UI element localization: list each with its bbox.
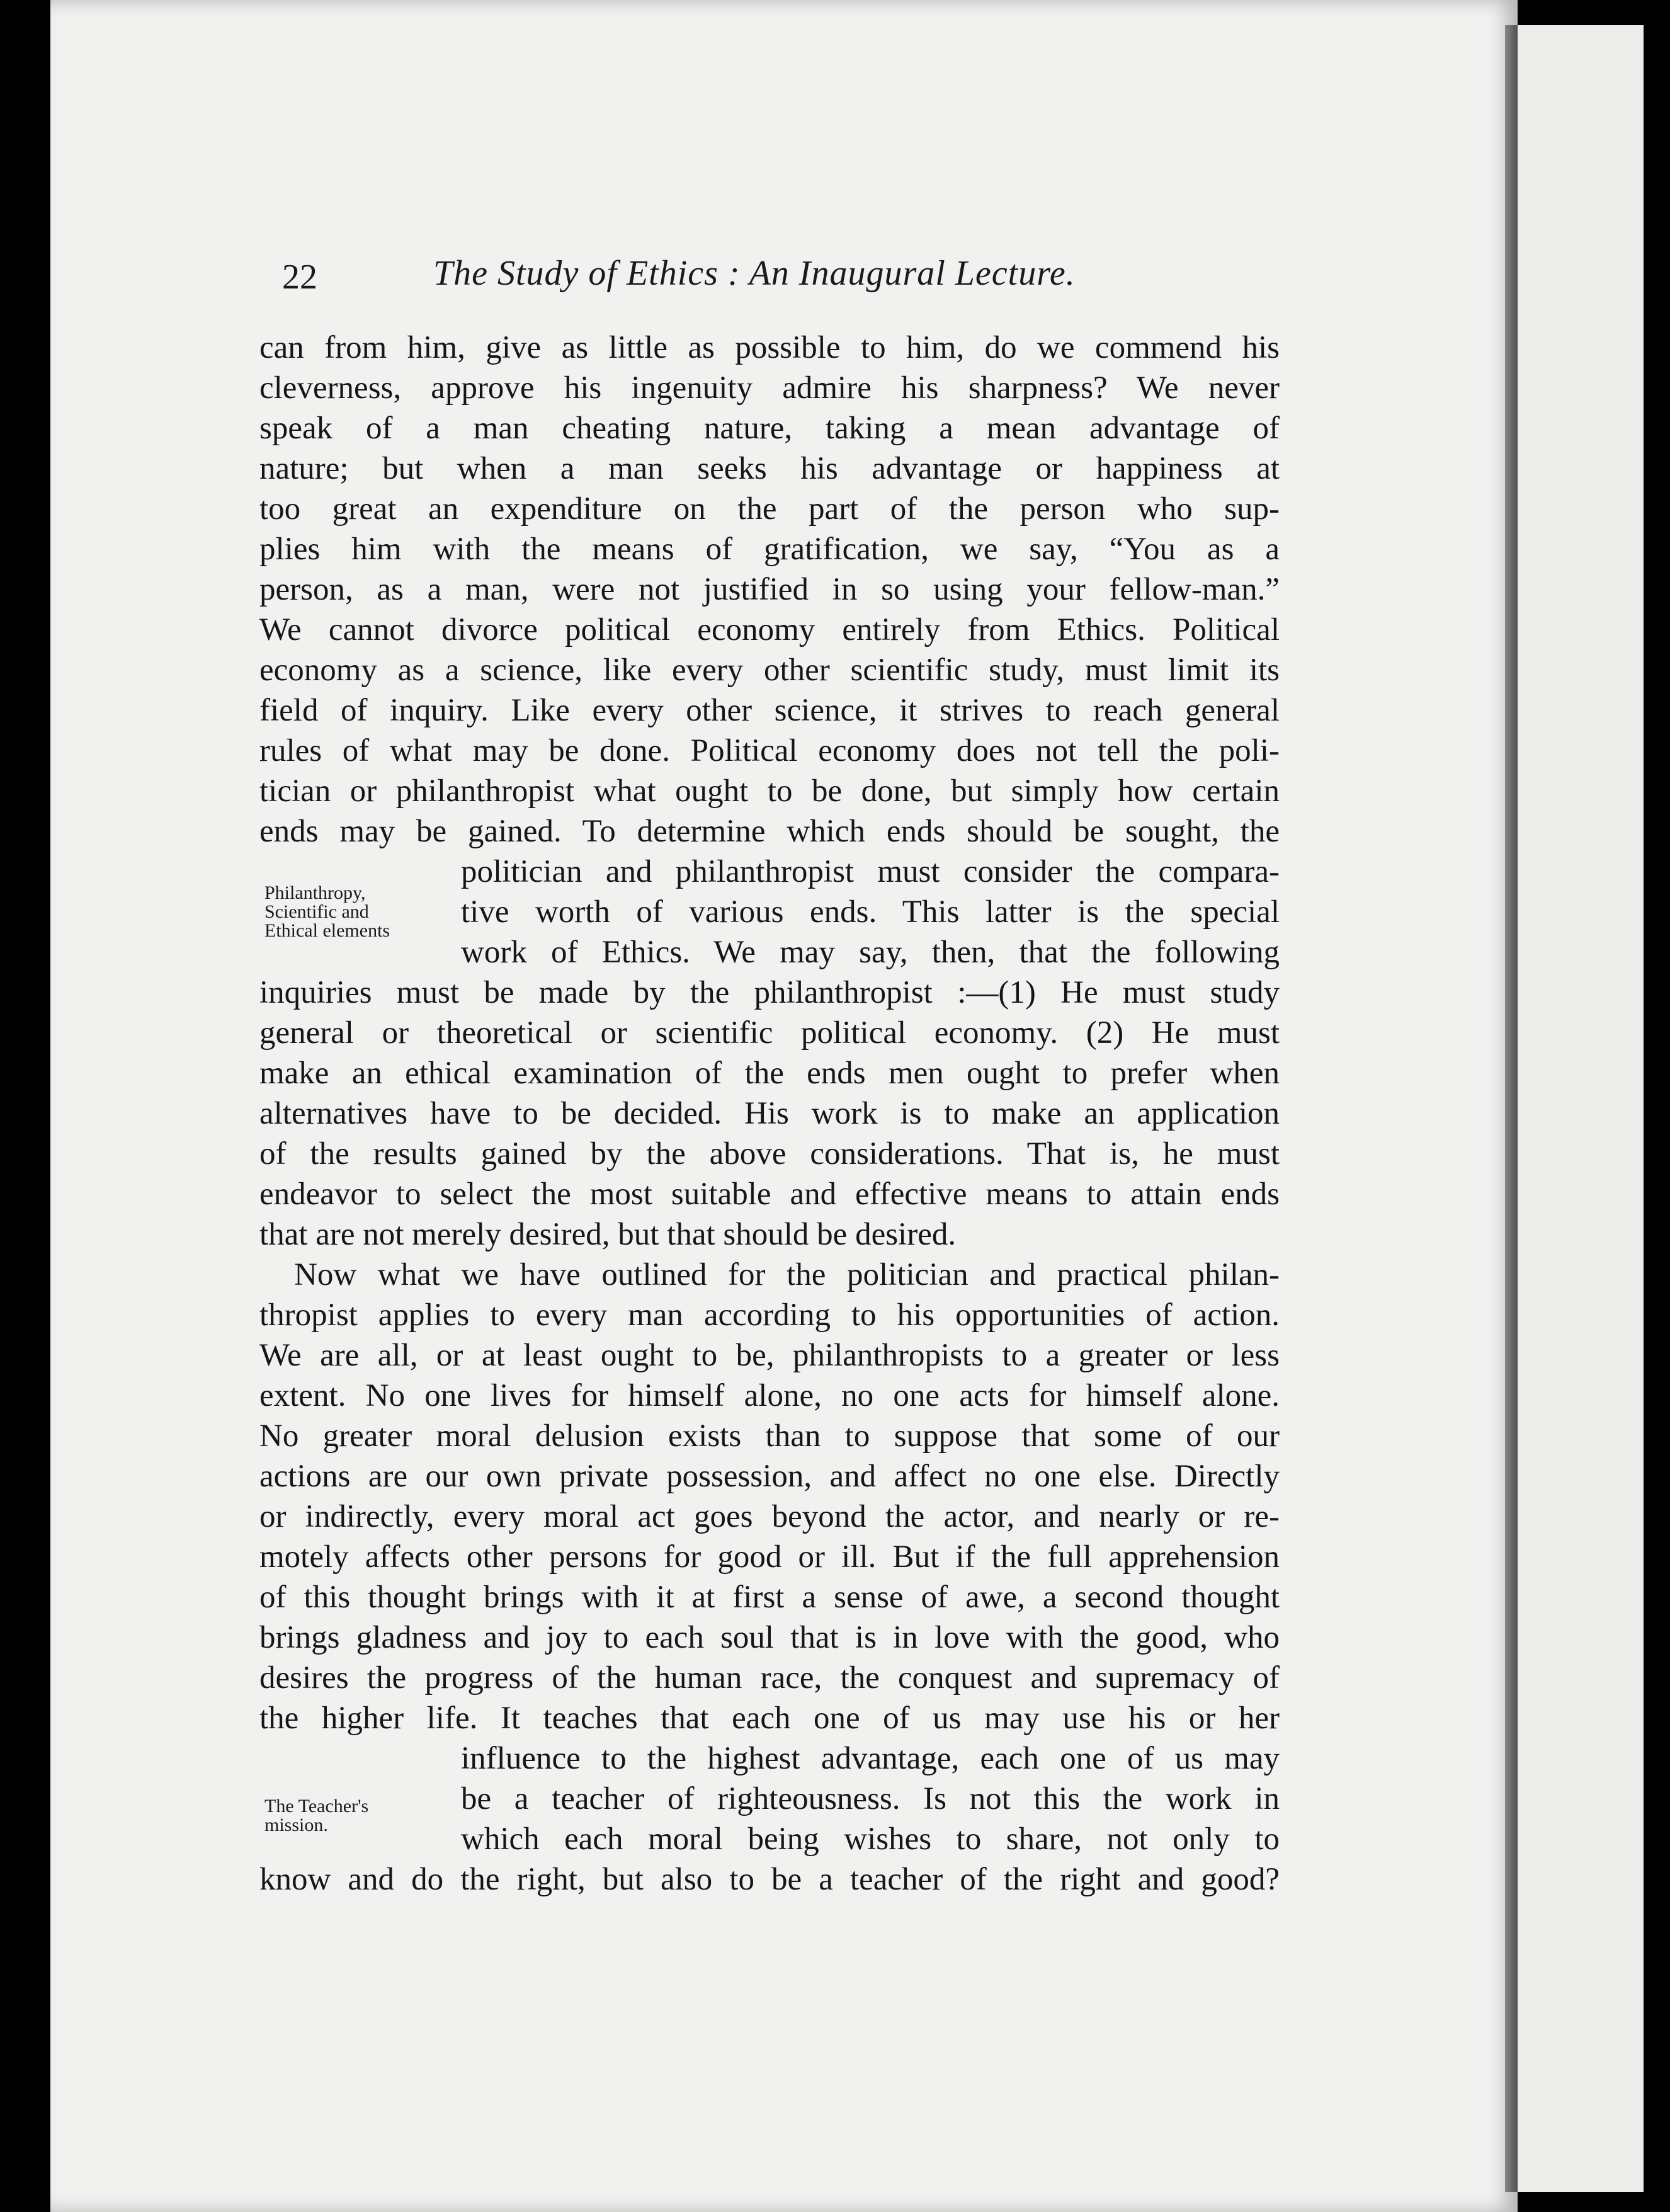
right-page-edge (1518, 25, 1644, 2192)
text-line: can from him, give as little as possible to him, do we commend his (259, 330, 1280, 365)
text-line: actions are our own private possession, and affect no one else. Directly (259, 1459, 1280, 1494)
text-line: of the results gained by the above considerations. That is, he must (259, 1136, 1280, 1172)
text-line: general or theoretical or scientific political economy. (2) He must (259, 1015, 1280, 1051)
text-line: speak of a man cheating nature, taking a mean advantage of (259, 411, 1280, 446)
text-line: be a teacher of righteousness. Is not this the work in (461, 1781, 1280, 1816)
sidenote-line: Philanthropy, (264, 882, 366, 903)
text-line: politician and philanthropist must consider the compara- (461, 854, 1280, 889)
sidenote-line: Scientific and (264, 901, 369, 922)
text-line: too great an expenditure on the part of the person who sup- (259, 491, 1280, 527)
text-line: know and do the right, but also to be a teacher of the right and good? (259, 1862, 1280, 1897)
running-title: The Study of Ethics : An Inaugural Lecture. (433, 254, 1076, 293)
text-line: tician or philanthropist what ought to be done, but simply how certain (259, 773, 1280, 809)
text-line: tive worth of various ends. This latter is the special (461, 894, 1280, 930)
text-line: economy as a science, like every other scientific study, must limit its (259, 653, 1280, 688)
text-line: cleverness, approve his ingenuity admire his sharpness? We never (259, 370, 1280, 406)
text-line: We cannot divorce political economy entirely from Ethics. Political (259, 612, 1280, 647)
running-head (282, 253, 1151, 297)
text-line: desires the progress of the human race, the conquest and supremacy of (259, 1660, 1280, 1696)
text-line: nature; but when a man seeks his advantage or happiness at (259, 451, 1280, 486)
text-line: No greater moral delusion exists than to suppose that some of our (259, 1418, 1280, 1454)
text-line: thropist applies to every man according to his opportunities of action. (259, 1297, 1280, 1333)
text-line: alternatives have to be decided. His work is to make an application (259, 1096, 1280, 1131)
text-line: make an ethical examination of the ends men ought to prefer when (259, 1056, 1280, 1091)
text-line: rules of what may be done. Political economy does not tell the poli- (259, 733, 1280, 768)
text-line: We are all, or at least ought to be, philanthropists to a greater or less (259, 1338, 1280, 1373)
text-line: influence to the highest advantage, each one of us may (461, 1741, 1280, 1776)
sidenote-line: mission. (264, 1815, 328, 1835)
text-line: plies him with the means of gratification, we say, “You as a (259, 532, 1280, 567)
text-line: ends may be gained. To determine which ends should be sought, the (259, 814, 1280, 849)
text-line: endeavor to select the most suitable and effective means to attain ends (259, 1177, 1280, 1212)
sidenote-line: Ethical elements (264, 920, 390, 941)
body-text (259, 328, 1280, 1900)
text-line: inquiries must be made by the philanthropist :—(1) He must study (259, 975, 1280, 1010)
text-line: that are not merely desired, but that should be desired. (259, 1217, 957, 1252)
sidenote-philanthropy (264, 884, 453, 940)
text-line: work of Ethics. We may say, then, that the following (461, 935, 1280, 970)
text-line: brings gladness and joy to each soul that is in love with the good, who (259, 1620, 1280, 1655)
text-line: of this thought brings with it at first a sense of awe, a second thought (259, 1580, 1280, 1615)
text-line: or indirectly, every moral act goes beyond the actor, and nearly or re- (259, 1499, 1280, 1534)
text-line: field of inquiry. Like every other science, it strives to reach general (259, 693, 1280, 728)
sidenote-teachers-mission (264, 1797, 453, 1835)
text-line: which each moral being wishes to share, not only to (461, 1821, 1280, 1857)
text-line: person, as a man, were not justified in so using your fellow-man.” (259, 572, 1280, 607)
sidenote-line: The Teacher's (264, 1796, 369, 1816)
page-number: 22 (282, 258, 317, 297)
text-line: the higher life. It teaches that each one of us may use his or her (259, 1701, 1280, 1736)
text-line: Now what we have outlined for the politician and practical philan- (294, 1257, 1280, 1292)
text-line: extent. No one lives for himself alone, no one acts for himself alone. (259, 1378, 1280, 1413)
text-line: motely affects other persons for good or ill. But if the full apprehension (259, 1539, 1280, 1575)
